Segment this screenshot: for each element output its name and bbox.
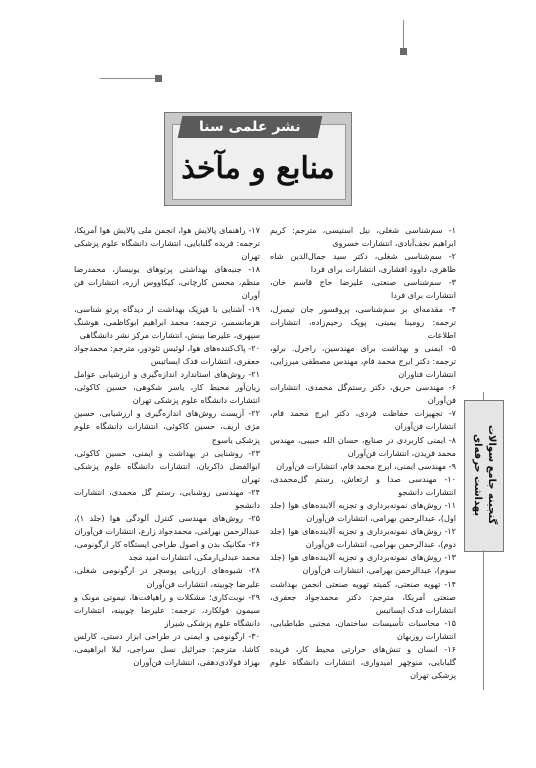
publisher-banner: [178, 116, 323, 138]
reference-item: ۲۵- روش‌های مهندسی کنترل آلودگی هوا (جلد ۱)، عبدالرحمن بهرامی، محمدجواد زارع، انتشارات فن‌آوران: [74, 513, 260, 537]
reference-item: ۲۶- مکانیک بدن و اصول طراحی ایستگاه کار ارگونومی، محمد عبدلی‌ارمکی، انتشارات امید مجد: [74, 539, 260, 563]
publisher-name: نشر علمی سنا: [199, 119, 301, 135]
reference-item: ۱۳- روش‌های نمونه‌برداری و تجزیه آلاینده‌های هوا (جلد سوم)، عبدالرحمن بهرامی، انتشارات فن‌آوران: [270, 552, 456, 576]
side-tab-line1: گنجینه جامع سوالات: [486, 425, 497, 525]
reference-item: ۲۸- شیوه‌های ارزیابی پوسچر در ارگونومی شغلی، علیرضا چوبینه، انتشارات فن‌آوران: [74, 565, 260, 589]
references-right-column: [270, 224, 456, 682]
right-decor-line: [403, 20, 404, 50]
reference-item: ۱۸- جنبه‌های بهداشتی پرتوهای یونیساز، محمدرضا منظم، محسن کارچانی، کیکاووس ازره، انتشارات فن آوران: [74, 264, 260, 301]
side-tab-text: [468, 404, 498, 546]
reference-item: ۲۱- روش‌های استاندارد اندازه‌گیری و ارزشیابی عوامل زیان‌آور محیط کار، یاسر شکوهی، حسین کاکوئی، انتشارات دانشگاه علوم پزشکی تهران: [74, 369, 260, 406]
reference-item: ۱۱- روش‌های نمونه‌برداری و تجزیه آلاینده‌های هوا (جلد اول)، عبدالرحمن بهرامی، انتشارات فن‌آوران: [270, 499, 456, 524]
reference-item: ۳۰- ارگونومی و ایمنی در طراحی ابزار دستی، کارلس کاشا، مترجم: جبرائیل نسل سراجی، لیلا ابراهیمی، بهزاد فولادی‌دهقی، انتشارات فن‌آوران: [74, 630, 260, 668]
reference-item: ۱۷- راهنمای پالایش هوا، انجمن ملی پالایش هوا آمریکا، ترجمه: فریده گلبابایی، انتشارات دانشگاه علوم پزشکی تهران: [74, 225, 260, 262]
side-tab-top-line: [483, 392, 484, 400]
reference-item: ۷- تجهیزات حفاظت فردی، دکتر ایرج محمد فام، انتشارات فن‌آوران: [270, 408, 456, 432]
reference-item: ۴- مقدمه‌ای بر سم‌شناسی، پروفسور جان تیمبرل، ترجمه: رومینا یمینی، پوپک رحیم‌زاده، انتشارات اطلاعات: [270, 303, 456, 340]
reference-item: ۲۲- آزیست روش‌های اندازه‌گیری و ارزشیابی، حسین مژی اریف، حسین کاکوئی، انتشارات دانشگاه علوم پزشکی یاسوج: [74, 408, 260, 445]
right-decor-square: [400, 48, 407, 55]
reference-item: ۱۰- مهندسی صدا و ارتعاش، رستم گل‌محمدی، انتشارات دانشجو: [270, 473, 456, 497]
reference-item: ۶- مهندسی حریق، دکتر رستم‌گل محمدی، انتشارات فن‌آوران: [270, 382, 456, 406]
reference-item: ۲۳- روشنایی در بهداشت و ایمنی، حسین کاکوئی، ابوالفضل ذاکریان، انتشارات دانشگاه علوم پزشکی تهران: [74, 447, 260, 484]
reference-item: ۲۰- پاک‌کننده‌های هوا، لوئیس تئودور، مترجم: محمدجواد جعفری، انتشارات فدک ایساتیس: [74, 342, 260, 366]
reference-item: ۱۹- آشنایی با فیزیک بهداشت از دیدگاه پرتو شناسی، هرمانسمبر، ترجمه: محمد ابراهیم ابوکاظمی، هوشنگ سپهری، علیرضا بینش، انتشارات مرکز نشر دانشگاهی: [74, 303, 260, 340]
reference-item: ۱۲- روش‌های نمونه‌برداری و تجزیه آلاینده‌های هوا (جلد دوم)، عبدالرحمن بهرامی، انتشارات فن‌آوران: [270, 526, 456, 550]
reference-item: ۱۵- محاسبات تأسیسات ساختمان، مجتبی طباطبایی، انتشارات روزبهان: [270, 617, 456, 641]
top-decor-square: [155, 75, 162, 82]
reference-item: ۲۴- مهندسی روشنایی، رستم گل محمدی، انتشارات دانشجو: [74, 486, 260, 510]
reference-item: ۸- ایمنی کاربردی در صنایع، حسان الله حبیبی، مهندس محمد فریدن، انتشارات فن‌آوران: [270, 434, 456, 458]
references-left-column: [74, 224, 260, 669]
reference-item: ۱۴- تهویه صنعتی، کمیته تهویه صنعتی انجمن بهداشت صنعتی آمریکا، مترجم: دکتر محمدجواد جعفری، انتشارات فدک ایساتیس: [270, 578, 456, 615]
page-title: منابع و مآخذ: [181, 150, 335, 186]
reference-item: ۳- سم‌شناسی صنعتی، علیرضا حاج قاسم خان، انتشارات برای فردا: [270, 277, 456, 301]
reference-item: ۲۹- نوبت‌کاری؛ مشکلات و راهیافت‌ها، تیموتی مونک و سیمون فولکارد، ترجمه: علیرضا چوبینه، انتشارات دانشگاه علوم پزشکی شیراز: [74, 591, 260, 628]
reference-item: ۹- مهندسی ایمنی، ایرج محمد فام، انتشارات فن‌آوران: [276, 460, 456, 471]
reference-item: ۱۶- انسان و تنش‌های حرارتی محیط کار، فریده گلبابایی، منوچهر امیدواری، انتشارات دانشگاه علوم پزشکی تهران: [270, 644, 456, 681]
side-tab-bottom-line: [483, 550, 484, 690]
reference-item: ۵- ایمنی و بهداشت برای مهندسین، راجرل. برلو، ترجمه: دکتر ایرج محمد فام، مهندس مصطفی میرزایی، انتشارات فناوران: [270, 342, 456, 380]
reference-item: ۱- سم‌شناسی شغلی، نیل استیسی، مترجم: کریم ابراهیم نجف‌آبادی، انتشارات خسروی: [270, 225, 456, 249]
top-decor-line: [100, 78, 156, 79]
side-tab-line2: بهداشت حرفه‌ای: [472, 433, 483, 517]
reference-item: ۲- سم‌شناسی شغلی، دکتر سید جمال‌الدین شاه طاهری، داوود افشاری، انتشارات برای فردا: [270, 251, 456, 275]
